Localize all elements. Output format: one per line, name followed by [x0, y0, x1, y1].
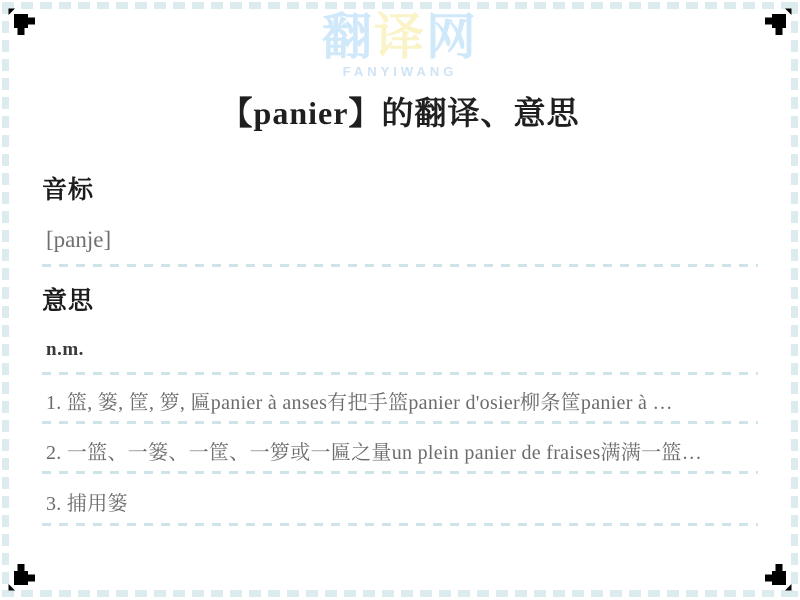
sense-item-3: 3. 捕用篓: [46, 493, 128, 515]
phonetic-section-heading: 音标: [42, 177, 95, 204]
dashed-separator: [42, 471, 758, 474]
logo-characters: [0, 9, 800, 65]
meaning-section-heading: 意思: [42, 288, 95, 315]
dashed-separator: [42, 523, 758, 526]
dashed-separator: [42, 264, 758, 267]
sense-item-1: 1. 篮, 篓, 筐, 箩, 匾panier à anses有把手篮panier d'osier柳条筐panier à …: [46, 392, 673, 414]
dashed-border-top: [2, 2, 798, 9]
logo-char-yi: 译: [374, 9, 426, 65]
page-title: 【panier】的翻译、意思: [220, 95, 580, 131]
fret-corner-ornament-bottom-left: [5, 548, 51, 594]
phonetic-value: [panje]: [46, 227, 112, 252]
sense-item-2: 2. 一篮、一篓、一筐、一箩或一匾之量un plein panier de fraises满满一篮…: [46, 442, 703, 464]
dashed-separator: [42, 421, 758, 424]
logo-subtext: FANYIWANG: [342, 64, 458, 79]
logo-char-wang: 网: [426, 9, 478, 65]
part-of-speech-label: n.m.: [46, 339, 84, 360]
dashed-border-bottom: [2, 590, 798, 597]
dashed-separator: [42, 372, 758, 375]
logo-char-fan: 翻: [322, 9, 374, 65]
site-logo-watermark: [0, 9, 800, 79]
fret-corner-ornament-bottom-right: [749, 548, 795, 594]
